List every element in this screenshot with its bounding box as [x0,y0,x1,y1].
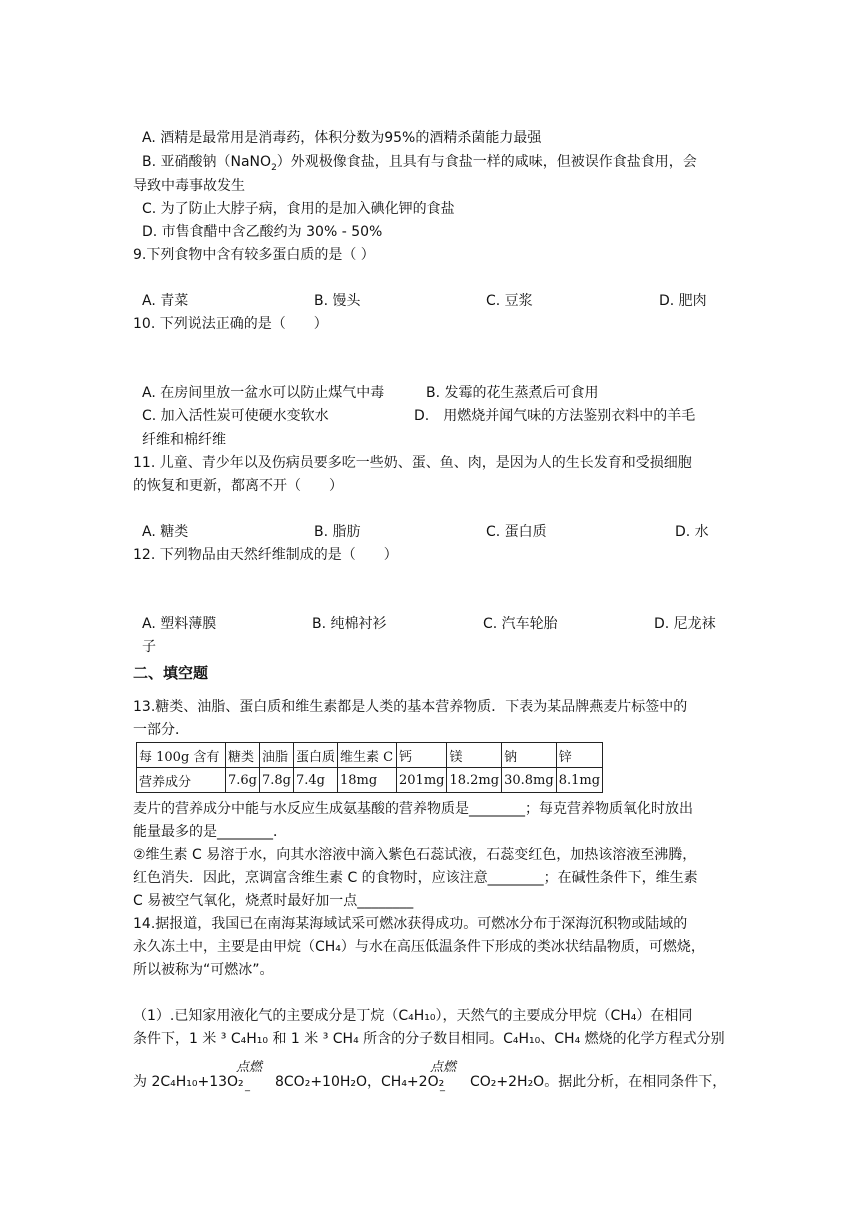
value-zinc: 8.1mg [556,768,602,793]
q13-line-4: 红色消失．因此，烹调富含维生素 C 的食物时，应该注意________；在碱性条件下，维生素 [133,870,698,886]
q8-b-text: B. 亚硝酸钠（NaNO [142,154,272,170]
value-calcium: 201mg [397,768,447,793]
q10-option-d-cont: 纤维和棉纤维 [142,432,226,448]
equation-2-right: CO₂+2H₂O。据此分析，在相同条件下， [470,1074,727,1090]
header-zinc: 锌 [556,743,602,768]
q9-option-b: B. 馒头 [314,293,361,309]
q13-stem-cont: 一部分． [133,722,189,738]
q13-line-5: C 易被空气氧化，烧煮时最好加一点________ [133,893,414,909]
value-sodium: 30.8mg [502,768,557,793]
q10-option-c: C. 加入活性炭可使硬水变软水 [142,408,329,424]
q12-option-a-cont: 子 [142,639,156,655]
q11-option-b: B. 脂肪 [314,524,361,540]
q9-option-d: D. 肥肉 [659,293,707,309]
header-protein: 蛋白质 [294,743,338,768]
q14-line-1: 14.据报道，我国已在南海某海域试采可燃冰获得成功。可燃冰分布于深海沉积物或陆域的 [133,916,688,932]
table-head-1: 每 100g 含有 [137,743,226,768]
header-fat: 油脂 [260,743,294,768]
header-calcium: 钙 [397,743,447,768]
q9-option-a: A. 青菜 [142,293,189,309]
condition-mark-1: ‾ [245,1090,250,1101]
q8-b-text2: ）外观极像食盐，且具有与食盐一样的咸味，但被误作食盐食用，会 [276,154,697,170]
q9-option-c: C. 豆浆 [486,293,533,309]
q12-option-a: A. 塑料薄膜 [142,616,217,632]
q11-stem-cont: 的恢复和更新，都离不开（ ） [133,478,343,494]
q8-option-a: A. 酒精是最常用是消毒药，体积分数为95%的酒精杀菌能力最强 [142,130,542,146]
q12-option-d: D. 尼龙袜 [654,616,716,632]
value-vitamin-c: 18mg [338,768,397,793]
equation-1-left: 为 2C₄H₁₀+13O₂ [133,1074,244,1090]
q9-stem: 9.下列食物中含有较多蛋白质的是（ ） [133,247,375,263]
q14-part1-line-1: （1）.已知家用液化气的主要成分是丁烷（C₄H₁₀），天然气的主要成分甲烷（CH₄）在相同 [133,1008,693,1024]
q10-option-b: B. 发霉的花生蒸煮后可食用 [426,385,599,401]
q12-stem: 12. 下列物品由天然纤维制成的是（ ） [133,547,398,563]
section-heading: 二、填空题 [133,664,209,682]
q10-option-d: D. 用燃烧并闻气味的方法鉴别衣料中的羊毛 [414,408,696,424]
q11-option-d: D. 水 [675,524,709,540]
header-magnesium: 镁 [447,743,502,768]
q10-stem: 10. 下列说法正确的是（ ） [133,316,328,332]
q8-option-b-cont: 导致中毒事故发生 [133,178,245,194]
condition-ignite-2: 点燃 [430,1060,457,1075]
q13-line-3: ②维生素 C 易溶于水，向其水溶液中滴入紫色石蕊试液，石蕊变红色，加热该溶液至沸腾， [133,847,697,863]
header-vitamin-c: 维生素 C [338,743,397,768]
value-fat: 7.8g [260,768,294,793]
condition-ignite-1: 点燃 [236,1060,263,1075]
q12-option-c: C. 汽车轮胎 [483,616,558,632]
q10-option-a: A. 在房间里放一盆水可以防止煤气中毒 [142,385,385,401]
condition-mark-2: ‾ [440,1090,445,1101]
value-sugar: 7.6g [226,768,260,793]
value-magnesium: 18.2mg [447,768,502,793]
q14-line-2: 永久冻土中，主要是由甲烷（CH₄）与水在高压低温条件下形成的类冰状结晶物质，可燃烧， [133,939,705,955]
q13-line-2: 能量最多的是________． [133,824,287,840]
q11-option-a: A. 糖类 [142,524,189,540]
q8-option-b [142,152,697,178]
q8-option-c: C. 为了防止大脖子病，食用的是加入碘化钾的食盐 [142,201,455,217]
nutrition-table [136,742,603,793]
q12-option-b: B. 纯棉衬衫 [312,616,387,632]
equation-1-right: 8CO₂+10H₂O，CH₄+2O₂ [275,1074,445,1090]
header-sodium: 钠 [502,743,557,768]
q14-line-3: 所以被称为“可燃冰”。 [133,962,274,978]
q11-option-c: C. 蛋白质 [486,524,547,540]
q13-stem: 13.糖类、油脂、蛋白质和维生素都是人类的基本营养物质．下表为某品牌燕麦片标签中的 [133,699,688,715]
q8-option-d: D. 市售食醋中含乙酸约为 30% ‑ 50% [142,224,383,240]
value-protein: 7.4g [294,768,338,793]
q13-line-1: 麦片的营养成分中能与水反应生成氨基酸的营养物质是________；每克营养物质氧化时放出 [133,801,693,817]
q8-b-sub: 2 [271,162,277,173]
table-head-2: 营养成分 [137,768,226,793]
q11-stem: 11. 儿童、青少年以及伤病员要多吃一些奶、蛋、鱼、肉，是因为人的生长发育和受损细胞 [133,455,692,471]
header-sugar: 糖类 [226,743,260,768]
q14-part1-line-2: 条件下，1 米 ³ C₄H₁₀ 和 1 米 ³ CH₄ 所含的分子数目相同。C₄H₁₀、CH₄ 燃烧的化学方程式分别 [133,1031,725,1047]
